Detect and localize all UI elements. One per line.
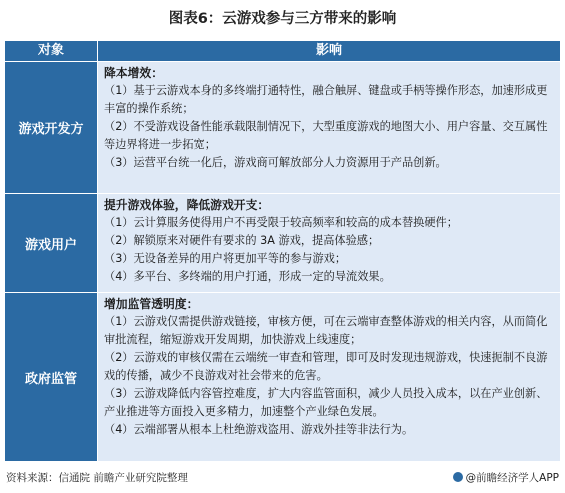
row-category: 游戏开发方 <box>5 62 98 194</box>
table-row <box>5 62 561 194</box>
impact-table <box>4 40 561 462</box>
row-heading: 提升游戏体验，降低游戏开支： <box>104 198 270 212</box>
list-item: （4）云端部署从根本上杜绝游戏盗用、游戏外挂等非法行为。 <box>104 423 414 436</box>
page-title: 图表6：云游戏参与三方带来的影响 <box>168 11 397 27</box>
row-heading: 降本增效： <box>104 66 163 80</box>
row-category: 游戏用户 <box>5 194 98 293</box>
list-item: （1）基于云游戏本身的多终端打通特性，融合触屏、键盘或手柄等操作形态，加速形成更丰富的操作系统； <box>104 84 548 115</box>
list-item: （3）云游戏降低内容管控难度，扩大内容监管面积，减少人员投入成本，以在产业创新、产业推进等方面投入更多精力，加速整个产业绿色发展。 <box>104 387 548 418</box>
list-item: （1）云游戏仅需提供游戏链接，审核方便，可在云端审查整体游戏的相关内容，从而简化审批流程，缩短游戏开发周期，加快游戏上线速度； <box>104 315 548 346</box>
list-item: （3）无设备差异的用户将更加平等的参与游戏； <box>104 252 347 265</box>
header-object: 对象 <box>5 41 98 62</box>
footer <box>4 468 561 488</box>
row-content <box>98 62 561 194</box>
table-header-row <box>5 41 561 62</box>
list-item: （2）解锁原来对硬件有要求的 3A 游戏，提高体验感； <box>104 234 380 247</box>
list-item: （2）云游戏的审核仅需在云端统一审查和管理，即可及时发现违规游戏，快速扼制不良游戏的传播，减少不良游戏对社会带来的危害。 <box>104 351 548 382</box>
table-row <box>5 293 561 462</box>
row-category: 政府监管 <box>5 293 98 462</box>
source-note: 资料来源：信通院 前瞻产业研究院整理 <box>6 472 188 484</box>
table-row <box>5 194 561 293</box>
brand-mark <box>453 468 559 488</box>
brand-logo-icon <box>453 472 463 482</box>
row-content <box>98 194 561 293</box>
row-content <box>98 293 561 462</box>
list-item: （2）不受游戏设备性能承载限制情况下，大型重度游戏的地图大小、用户容量、交互属性等边界将进一步拓宽； <box>104 120 548 151</box>
row-heading: 增加监管透明度： <box>104 297 199 311</box>
brand-label: @前瞻经济学人APP <box>465 472 559 484</box>
header-impact: 影响 <box>98 41 561 62</box>
list-item: （3）运营平台统一化后，游戏商可解放部分人力资源用于产品创新。 <box>104 156 447 169</box>
list-item: （1）云计算服务使得用户不再受限于较高频率和较高的成本替换硬件； <box>104 216 458 229</box>
list-item: （4）多平台、多终端的用户打通，形成一定的导流效果。 <box>104 270 391 283</box>
